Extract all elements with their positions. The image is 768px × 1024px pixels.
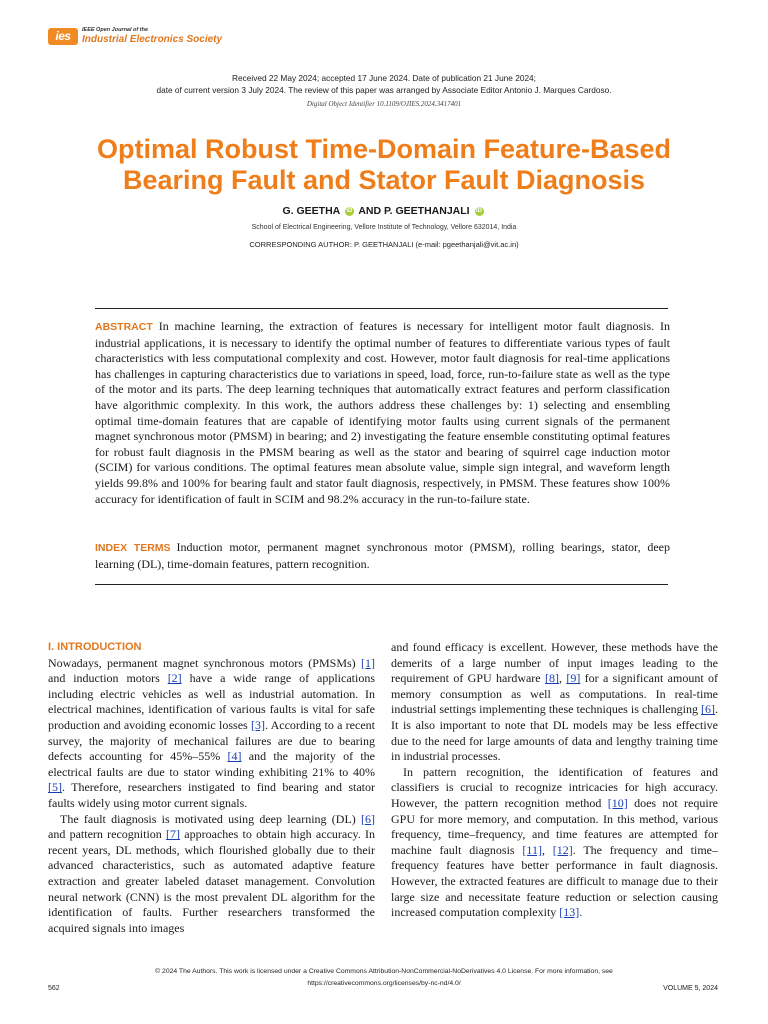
volume-info: VOLUME 5, 2024: [663, 985, 718, 992]
journal-name: Industrial Electronics Society: [82, 34, 223, 45]
citation-link[interactable]: [13]: [559, 905, 580, 920]
paragraph: and found efficacy is excellent. However, these methods have the demerits of a large number of input images leading to the requirement of GPU hardware [8], [9] for a significant amount of memory consumption as well as computations. In real-time industrial settings implementing these techniques is challenging [6]. It is also important to note that DL models may be less effective due to the need for large amounts of data and lengthy training time in industrial processes.: [391, 640, 719, 764]
abstract-label: ABSTRACT: [95, 321, 153, 333]
index-terms: [95, 540, 670, 572]
title-line-2: Bearing Fault and Stator Fault Diagnosis: [122, 165, 646, 195]
orcid-icon[interactable]: iD: [346, 207, 353, 214]
citation-link[interactable]: [6]: [361, 811, 376, 826]
title-line-1: Optimal Robust Time-Domain Feature-Based: [96, 134, 672, 164]
body-column-right: [391, 640, 718, 921]
citation-link[interactable]: [8]: [544, 671, 559, 686]
author-and: AND: [358, 205, 382, 217]
section-heading: I. INTRODUCTION: [48, 641, 142, 653]
history-line-1: Received 22 May 2024; accepted 17 June 2024. Date of publication 21 June 2024;: [232, 73, 536, 83]
divider: [95, 584, 668, 585]
citation-link[interactable]: [12]: [552, 842, 573, 857]
citation-link[interactable]: [4]: [227, 749, 242, 764]
orcid-icon[interactable]: iD: [476, 207, 482, 214]
citation-link[interactable]: [5]: [48, 780, 62, 795]
citation-link[interactable]: [7]: [166, 827, 181, 842]
body-column-left: [48, 640, 375, 936]
citation-link[interactable]: [10]: [607, 795, 628, 810]
author-2: P. GEETHANJALI: [384, 205, 470, 217]
index-terms-label: INDEX TERMS: [95, 542, 171, 554]
index-terms-text: Induction motor, permanent magnet synchronous motor (PMSM), rolling bearings, stator, deep learning (DL), time-domain features, pattern recognition.: [95, 540, 670, 571]
license-link[interactable]: https://creativecommons.org/licenses/by-nc-nd/4.0/: [307, 980, 461, 987]
page-number: 562: [48, 985, 60, 992]
license-text: © 2024 The Authors. This work is licensed under a Creative Commons Attribution-NonCommercial-NoDerivatives 4.0 License. For more information, see: [155, 968, 613, 975]
affiliation: School of Electrical Engineering, Vellore Institute of Technology, Vellore 632014, India: [251, 224, 517, 231]
citation-link[interactable]: [6]: [701, 702, 716, 717]
divider: [95, 308, 668, 309]
citation-link[interactable]: [1]: [361, 655, 375, 670]
abstract: [95, 319, 670, 507]
abstract-text: In machine learning, the extraction of features is necessary for intelligent motor fault diagnosis. In industrial applications, it is necessary to identify the optimal number of features to differentiate various types of fault characteristics with less computational complexity and cost. However, motor fault diagnosis for real-time applications has challenges in capturing characteristics due to variations in speed, load, force, run-to-failure state as well as the type of the motor and its parts. The deep learning techniques that automatically extract features and perform classification have algorithmic complexity. In this work, the authors address these challenges by: 1) selecting and ensembling optimal time-domain features that are capable of identifying motor faults using current signals of the permanent magnet synchronous motor (PMSM) in bearing; and 2) investigating the feature ensemble constituting optimal features for robust fault diagnosis in the PMSM bearing as well as the stator and bearing of squirrel cage induction motor (SCIM) for various conditions. The optimal features mean absolute value, simple sign integral, and waveform length yields 99.8% and 100% for bearing fault and stator fault diagnosis, respectively, in PMSM. These features show 100% accuracy for identification of fault in SCIM and 98.2% accuracy in the run-to-failure state.: [95, 319, 670, 506]
citation-link[interactable]: [2]: [167, 671, 182, 686]
ies-logo-icon: ies: [48, 28, 78, 45]
doi: Digital Object Identifier 10.1109/OJIES.2024.3417401: [306, 100, 462, 108]
citation-link[interactable]: [3]: [250, 717, 265, 732]
author-list: [0, 205, 768, 217]
paragraph: In pattern recognition, the identification of features and classifiers is crucial to recognize intricacies for high accuracy. However, the pattern recognition method [10] does not require GPU for more memory, and computation. In this method, various frequency, time–frequency, and time features are attempted for machine fault diagnosis [11], [12]. The frequency and time–frequency features have better performance in fault diagnosis. However, the extracted features are difficult to manage due to their large size and necessitate feature reduction or selection causing increased computation complexity [13].: [391, 764, 719, 920]
author-1: G. GEETHA: [282, 205, 340, 217]
paragraph: Nowadays, permanent magnet synchronous motors (PMSMs) [1] and induction motors [2] have a wide range of applications including electric vehicles as well as industrial automation. In electrical machines, identification of various faults is vital for safe production and avoiding economic losses [3]. According to a recent survey, the majority of mechanical failures are due to bearing defects accounting for 45%–55% [4] and the majority of the electrical faults are due to stator winding exhibiting 21% to 40% [5]. Therefore, researchers instigated to find bearing and stator faults widely using motor current signals.: [48, 655, 376, 810]
paragraph: The fault diagnosis is motivated using deep learning (DL) [6] and pattern recognition [7] approaches to obtain high accuracy. In recent years, DL methods, which flourished globally due to their advanced characteristics, such as automated adaptive feature extraction and greater labeled dataset management. Convolution neural network (CNN) is the most prevalent DL algorithm for the identification of faults. Further researchers transformed the acquired signals into images: [48, 811, 376, 935]
journal-logo: [48, 27, 222, 46]
paper-title: [60, 134, 708, 196]
corresponding-author: CORRESPONDING AUTHOR: P. GEETHANJALI (e-mail: pgeethanjali@vit.ac.in): [249, 240, 519, 249]
journal-name-prefix: IEEE Open Journal of the: [82, 27, 149, 33]
citation-link[interactable]: [9]: [566, 671, 581, 686]
citation-link[interactable]: [11]: [522, 842, 542, 857]
history-line-2: date of current version 3 July 2024. The review of this paper was arranged by Associate Editor Antonio J. Marques Cardoso.: [156, 85, 612, 95]
